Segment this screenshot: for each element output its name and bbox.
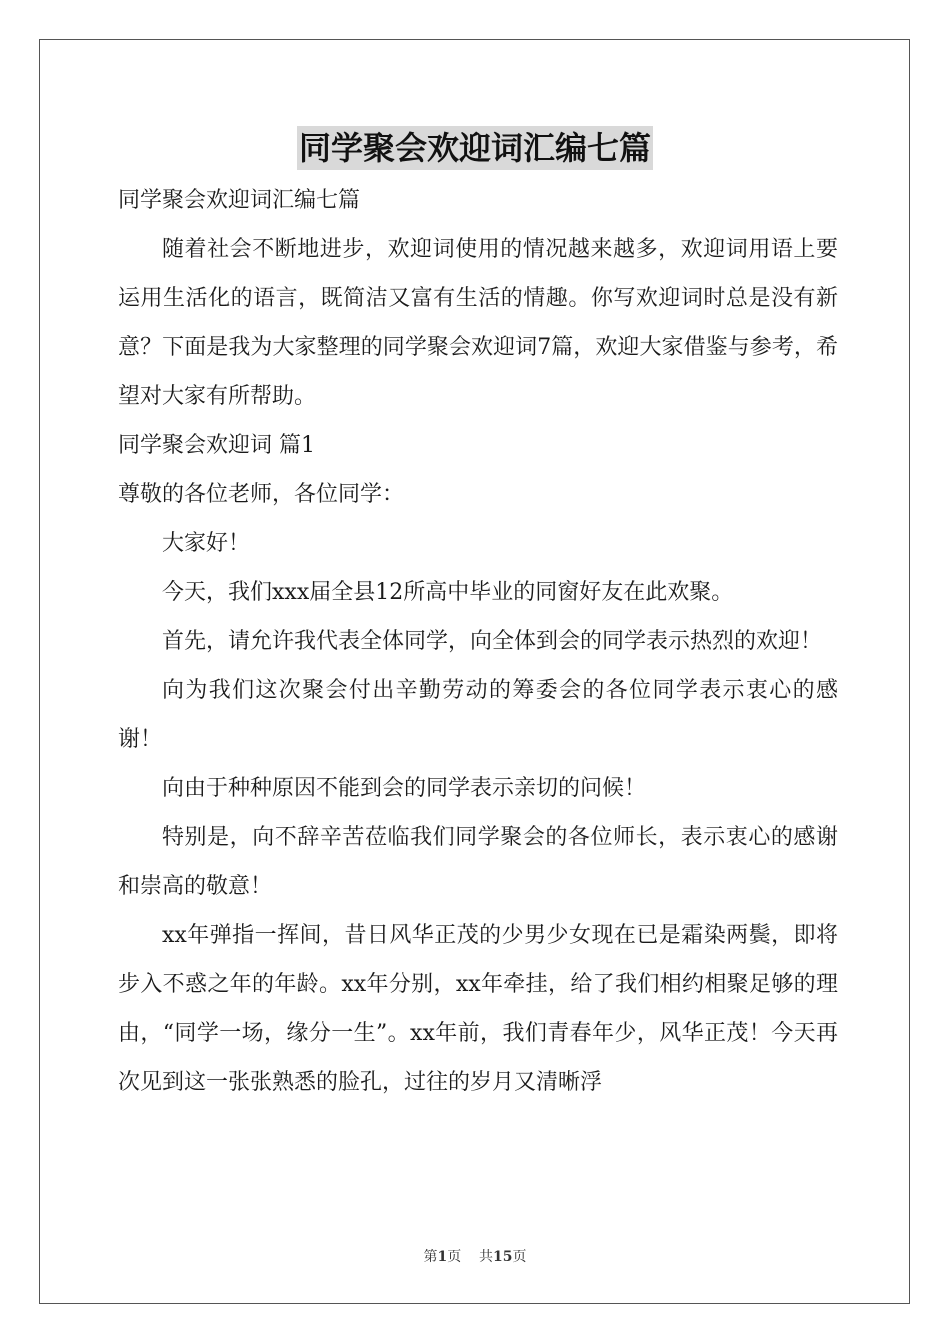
paragraph: 向由于种种原因不能到会的同学表示亲切的问候！ xyxy=(162,776,647,801)
paragraph: 首先，请允许我代表全体同学，向全体到会的同学表示热烈的欢迎！ xyxy=(162,629,823,654)
total-suffix: 页 xyxy=(512,1249,527,1265)
paragraph: 同学聚会欢迎词汇编七篇 xyxy=(118,188,361,213)
paragraph: xx年弹指一挥间，昔日风华正茂的少男少女现在已是霜染两鬓，即将步入不惑之年的年龄。xx年分别，xx年牵挂，给了我们相约相聚足够的理由，“同学一场，缘分一生”。xx年前，我们青春年少，风华正茂！今天再次见到这一张张熟悉的脸孔，过往的岁月又清晰浮 xyxy=(118,923,838,1095)
page-suffix: 页 xyxy=(447,1249,462,1265)
paragraph: 尊敬的各位老师，各位同学： xyxy=(118,482,405,507)
document-title-wrap xyxy=(0,126,950,170)
page-total: 15 xyxy=(493,1249,513,1265)
page-current: 1 xyxy=(437,1249,448,1265)
paragraph: 向为我们这次聚会付出辛勤劳动的筹委会的各位同学表示衷心的感谢！ xyxy=(118,678,838,752)
paragraph: 今天，我们xxx届全县12所高中毕业的同窗好友在此欢聚。 xyxy=(162,580,734,605)
paragraph: 同学聚会欢迎词 篇1 xyxy=(118,433,315,458)
paragraph: 大家好！ xyxy=(162,531,251,556)
document-body xyxy=(118,176,838,1107)
page-prefix: 第 xyxy=(423,1249,438,1265)
total-prefix: 共 xyxy=(479,1249,494,1265)
paragraph: 随着社会不断地进步，欢迎词使用的情况越来越多，欢迎词用语上要运用生活化的语言，既简洁又富有生活的情趣。你写欢迎词时总是没有新意？下面是我为大家整理的同学聚会欢迎词7篇，欢迎大家借鉴与参考，希望对大家有所帮助。 xyxy=(118,237,838,409)
document-title: 同学聚会欢迎词汇编七篇 xyxy=(297,126,653,170)
page-footer xyxy=(0,1246,950,1266)
paragraph: 特别是，向不辞辛苦莅临我们同学聚会的各位师长，表示衷心的感谢和崇高的敬意！ xyxy=(118,825,838,899)
